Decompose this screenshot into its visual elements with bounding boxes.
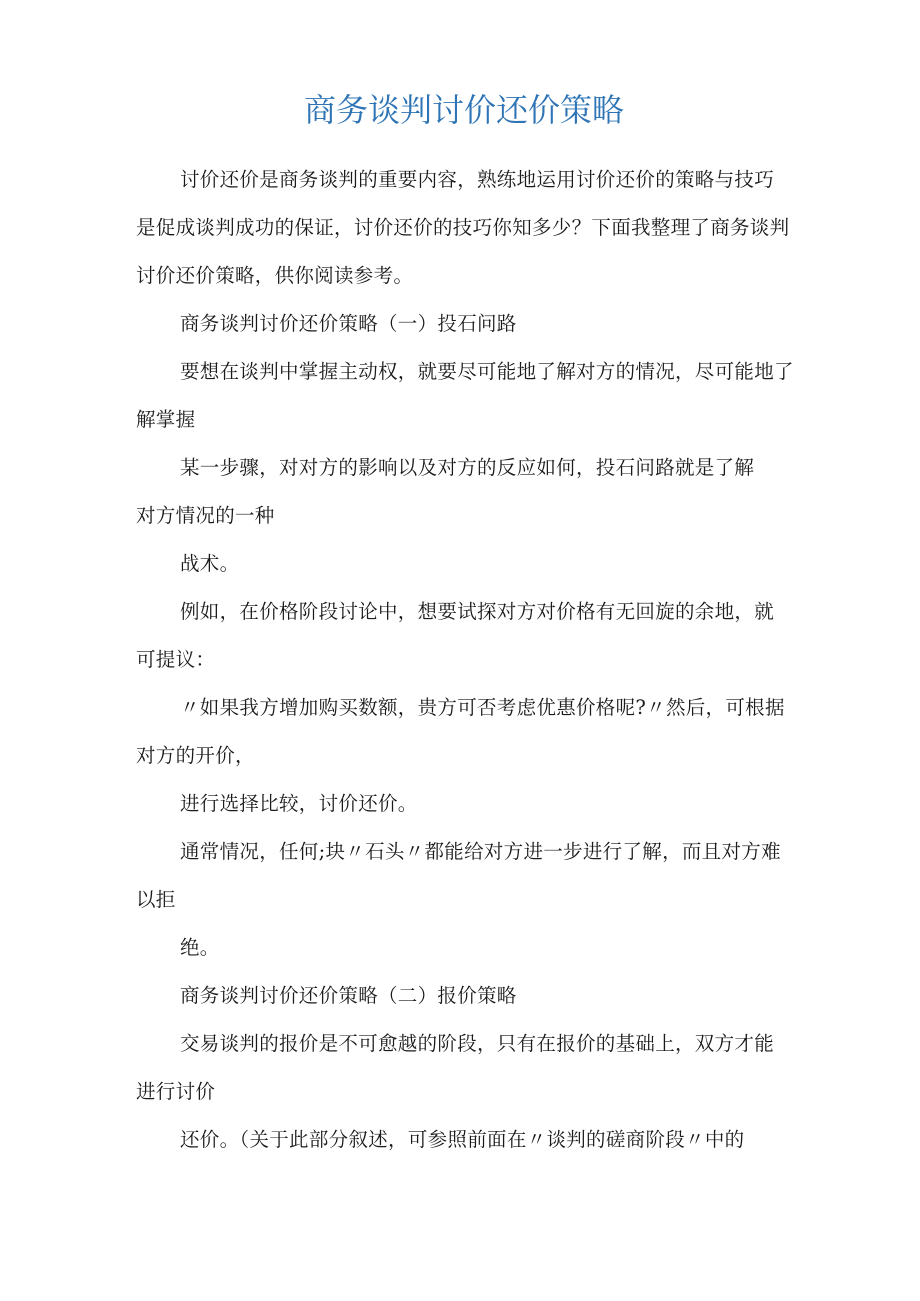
paragraph: 〃如果我方增加购买数额，贵方可否考虑优惠价格呢?〃然后，可根据对方的开价，	[136, 696, 785, 767]
paragraph: 例如，在价格阶段讨论中，想要试探对方对价格有无回旋的余地，就可提议：	[136, 600, 775, 671]
paragraph: 要想在谈判中掌握主动权，就要尽可能地了解对方的情况，尽可能地了解掌握	[136, 360, 794, 431]
paragraph: 绝。	[180, 936, 220, 959]
document-body	[136, 156, 792, 1164]
document-title: 商务谈判讨价还价策略	[303, 91, 624, 129]
paragraph: 还价。（关于此部分叙述，可参照前面在〃谈判的磋商阶段〃中的	[180, 1128, 745, 1151]
paragraph: 进行选择比较，讨价还价。	[180, 792, 418, 815]
section-heading-2: 商务谈判讨价还价策略（二）报价策略	[180, 984, 517, 1007]
paragraph-intro: 讨价还价是商务谈判的重要内容，熟练地运用讨价还价的策略与技巧是促成谈判成功的保证，讨价还价的技巧你知多少？下面我整理了商务谈判讨价还价策略，供你阅读参考。	[136, 168, 790, 287]
paragraph: 战术。	[180, 552, 240, 575]
paragraph: 通常情况，任何;块〃石头〃都能给对方进一步进行了解，而且对方难以拒	[136, 840, 781, 911]
section-heading-1: 商务谈判讨价还价策略（一）投石问路	[180, 312, 517, 335]
paragraph: 某一步骤，对对方的影响以及对方的反应如何，投石问路就是了解对方情况的一种	[136, 456, 755, 527]
paragraph: 交易谈判的报价是不可愈越的阶段，只有在报价的基础上，双方才能进行讨价	[136, 1032, 775, 1103]
